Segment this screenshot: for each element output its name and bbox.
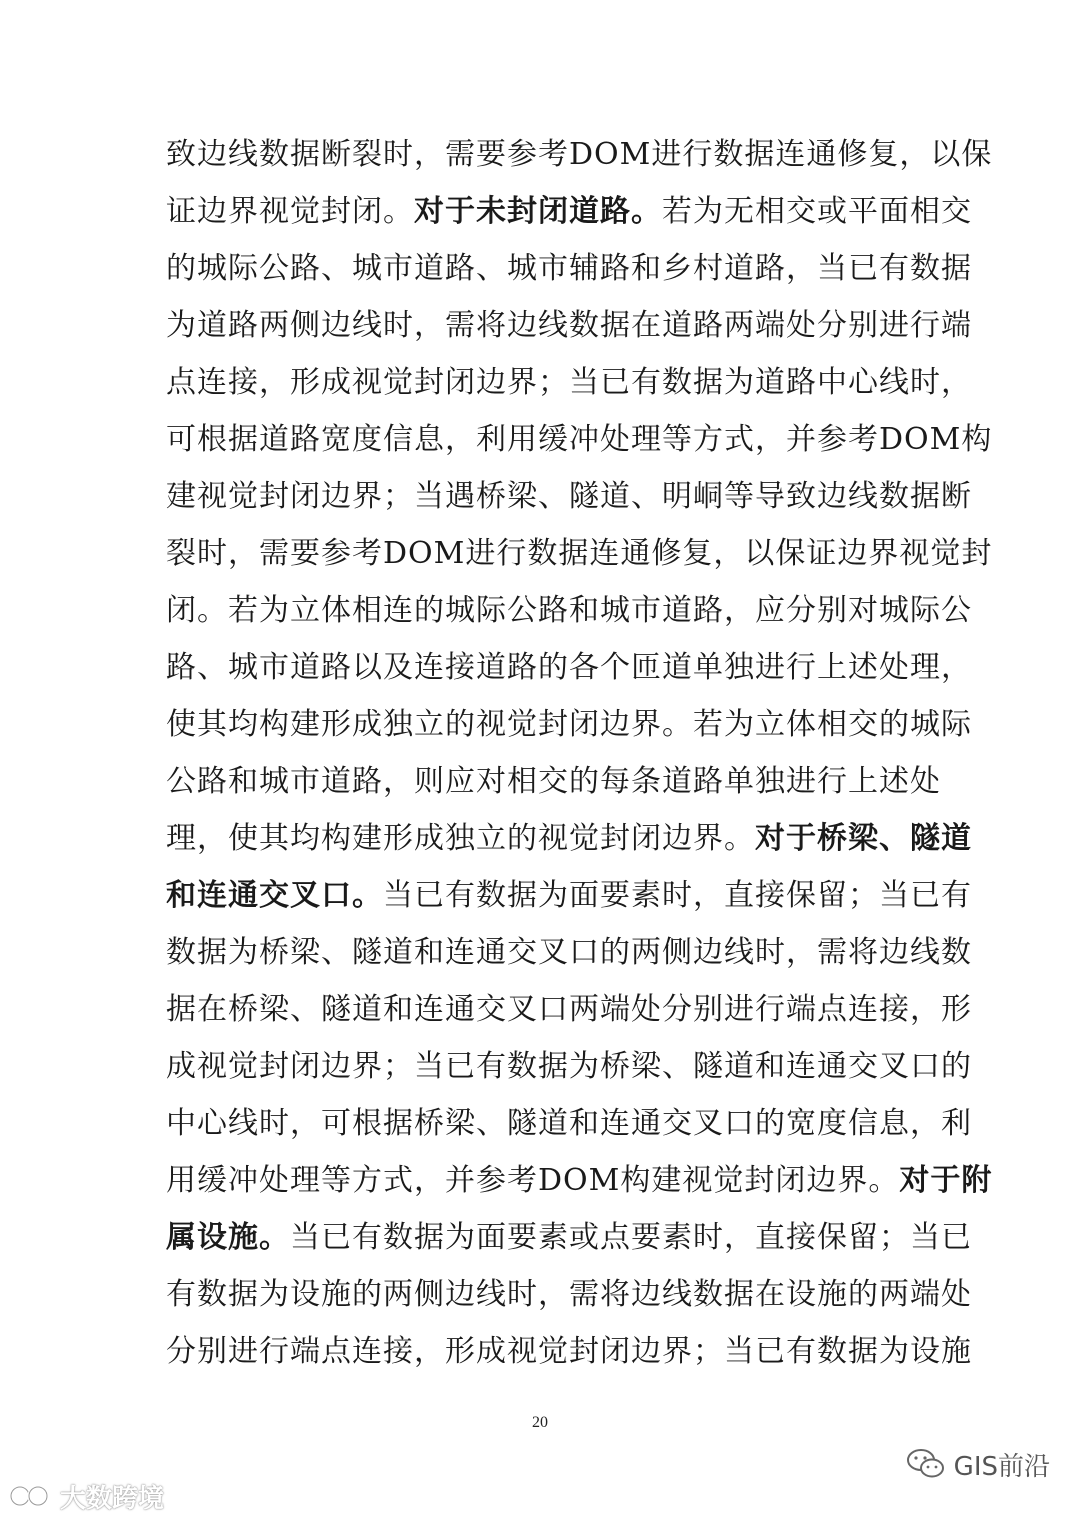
- body-text-segment: 成视觉封闭边界；当已有数据为桥梁、隧道和连通交叉口的: [166, 1049, 972, 1084]
- body-text-segment: 公路和城市道路，则应对相交的每条道路单独进行上述处: [166, 764, 941, 799]
- watermark-left: [8, 1478, 164, 1514]
- text-line: [166, 183, 972, 240]
- wechat-icon: [906, 1447, 946, 1481]
- text-line: [166, 582, 972, 639]
- body-text-segment: 的城际公路、城市道路、城市辅路和乡村道路，当已有数据: [166, 251, 972, 286]
- text-line: [166, 1323, 972, 1380]
- watermark-right-text: GIS前沿: [953, 1451, 1050, 1482]
- text-line: [166, 810, 972, 867]
- watermark-right: [906, 1444, 1050, 1484]
- text-line: [166, 1152, 993, 1209]
- text-line: [166, 126, 993, 183]
- body-text-segment: 理，使其均构建形成独立的视觉封闭边界。: [166, 821, 755, 856]
- watermark-left-text: 大数跨境: [60, 1483, 165, 1514]
- text-line: [166, 981, 972, 1038]
- body-text-segment: 当已有数据为面要素或点要素时，直接保留；当已: [290, 1220, 972, 1255]
- body-text-segment: 数据为桥梁、隧道和连通交叉口的两侧边线时，需将边线数: [166, 935, 972, 970]
- text-line: [166, 297, 972, 354]
- text-line: [166, 1038, 972, 1095]
- body-text: [166, 126, 993, 1380]
- body-text-segment: 若为无相交或平面相交: [662, 194, 972, 229]
- text-line: [166, 468, 972, 525]
- body-text-segment: 证边界视觉封闭。: [166, 194, 414, 229]
- text-line: [166, 240, 972, 297]
- body-text-segment: 可根据道路宽度信息，利用缓冲处理等方式，并参考DOM构: [166, 422, 993, 457]
- text-line: [166, 411, 993, 468]
- text-line: [166, 696, 972, 753]
- bold-heading-text: 属设施。: [166, 1220, 290, 1255]
- bold-heading-text: 和连通交叉口。: [166, 878, 383, 913]
- text-line: [166, 639, 972, 696]
- body-text-segment: 当已有数据为面要素时，直接保留；当已有: [383, 878, 972, 913]
- bold-heading-text: 对于未封闭道路。: [414, 194, 662, 229]
- body-text-segment: 分别进行端点连接，形成视觉封闭边界；当已有数据为设施: [166, 1334, 972, 1369]
- text-line: [166, 924, 972, 981]
- text-line: [166, 1095, 972, 1152]
- text-line: [166, 354, 972, 411]
- body-text-segment: 致边线数据断裂时，需要参考DOM进行数据连通修复，以保: [166, 137, 993, 172]
- body-text-segment: 有数据为设施的两侧边线时，需将边线数据在设施的两端处: [166, 1277, 972, 1312]
- text-line: [166, 867, 972, 924]
- text-line: [166, 525, 993, 582]
- bold-heading-text: 对于附: [899, 1163, 993, 1198]
- bold-heading-text: 对于桥梁、隧道: [755, 821, 972, 856]
- body-text-segment: 为道路两侧边线时，需将边线数据在道路两端处分别进行端: [166, 308, 972, 343]
- body-text-segment: 建视觉封闭边界；当遇桥梁、隧道、明峒等导致边线数据断: [166, 479, 972, 514]
- body-text-segment: 路、城市道路以及连接道路的各个匝道单独进行上述处理，: [166, 650, 972, 685]
- text-line: [166, 1209, 972, 1266]
- body-text-segment: 闭。若为立体相连的城际公路和城市道路，应分别对城际公: [166, 593, 972, 628]
- text-line: [166, 753, 941, 810]
- body-text-segment: 用缓冲处理等方式，并参考DOM构建视觉封闭边界。: [166, 1163, 900, 1198]
- text-line: [166, 1266, 972, 1323]
- page-number: 20: [532, 1414, 548, 1431]
- body-text-segment: 点连接，形成视觉封闭边界；当已有数据为道路中心线时，: [166, 365, 972, 400]
- body-text-segment: 中心线时，可根据桥梁、隧道和连通交叉口的宽度信息，利: [166, 1106, 972, 1141]
- body-text-segment: 裂时，需要参考DOM进行数据连通修复，以保证边界视觉封: [166, 536, 993, 571]
- body-text-segment: 使其均构建形成独立的视觉封闭边界。若为立体相交的城际: [166, 707, 972, 742]
- brand-logo-icon: [8, 1482, 54, 1510]
- body-text-segment: 据在桥梁、隧道和连通交叉口两端处分别进行端点连接，形: [166, 992, 972, 1027]
